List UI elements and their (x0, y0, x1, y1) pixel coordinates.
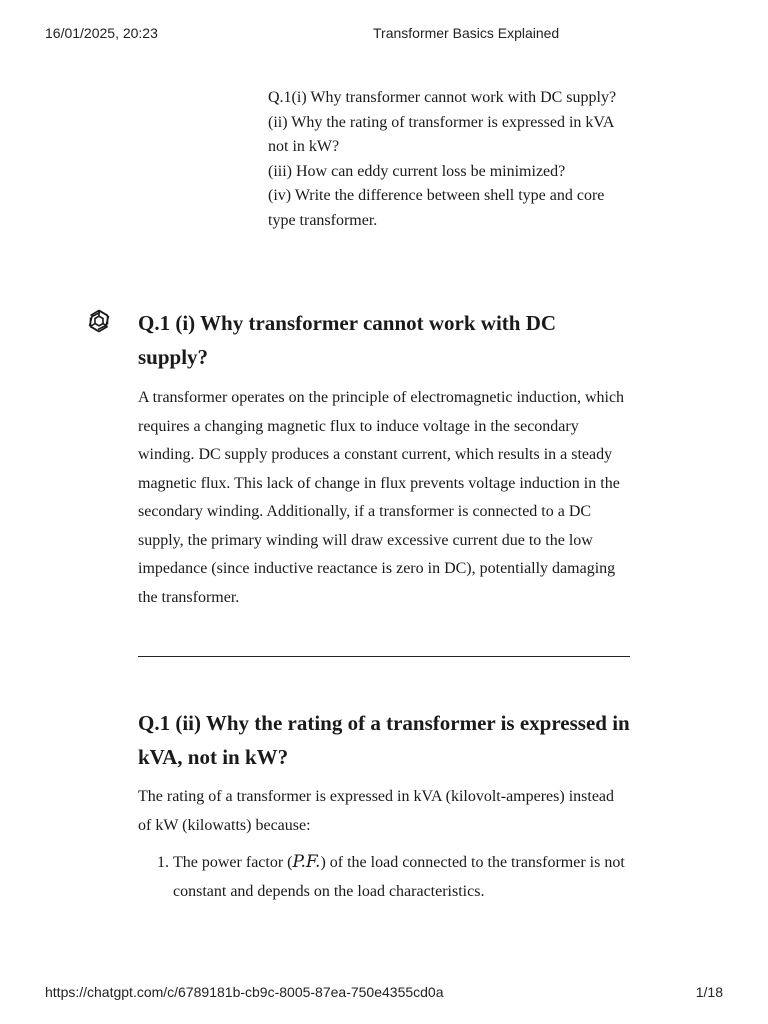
section-heading: Q.1 (ii) Why the rating of a transformer is expressed in kVA, not in kW? (138, 711, 630, 769)
user-message-line: (iv) Write the difference between shell type and core type transformer. (268, 187, 605, 229)
list-item-text-before: The power factor ( (173, 854, 293, 871)
print-title: Transformer Basics Explained (373, 25, 560, 41)
section-paragraph: The rating of a transformer is expressed in kVA (kilovolt-amperes) instead of kW (kilowatts) because: (138, 788, 615, 834)
section-heading: Q.1 (i) Why transformer cannot work with DC supply? (138, 311, 557, 369)
answer-section-1 (138, 306, 630, 612)
user-message-line: (ii) Why the rating of transformer is expressed in kVA not in kW? (268, 113, 614, 155)
openai-logo-icon (86, 308, 112, 334)
math-power-factor: P.F. (292, 852, 321, 872)
list-item (173, 848, 630, 906)
answer-section-2 (138, 706, 630, 906)
user-message-line: (iii) How can eddy current loss be minimized? (268, 162, 566, 180)
user-message (268, 86, 618, 233)
list-item-text-after: ) of the load connected to the transformer is not constant and depends on the load characteristics. (173, 854, 625, 900)
horizontal-divider (138, 656, 630, 657)
user-message-line: Q.1(i) Why transformer cannot work with DC supply? (268, 89, 617, 106)
print-datetime: 16/01/2025, 20:23 (45, 25, 158, 41)
print-page-number: 1/18 (695, 984, 723, 1000)
ordered-list (138, 848, 630, 906)
print-url: https://chatgpt.com/c/6789181b-cb9c-8005-87ea-750e4355cd0a (45, 984, 444, 1000)
section-paragraph: A transformer operates on the principle of electromagnetic induction, which requires a changing magnetic flux to induce voltage in the secondary winding. DC supply produces a constant current, which results in a steady magnetic flux. This lack of change in flux prevents voltage induction in the secondary winding. Additionally, if a transformer is connected to a DC supply, the primary winding will draw excessive current due to the low impedance (since inductive reactance is zero in DC), potentially damaging the transformer. (138, 389, 625, 606)
